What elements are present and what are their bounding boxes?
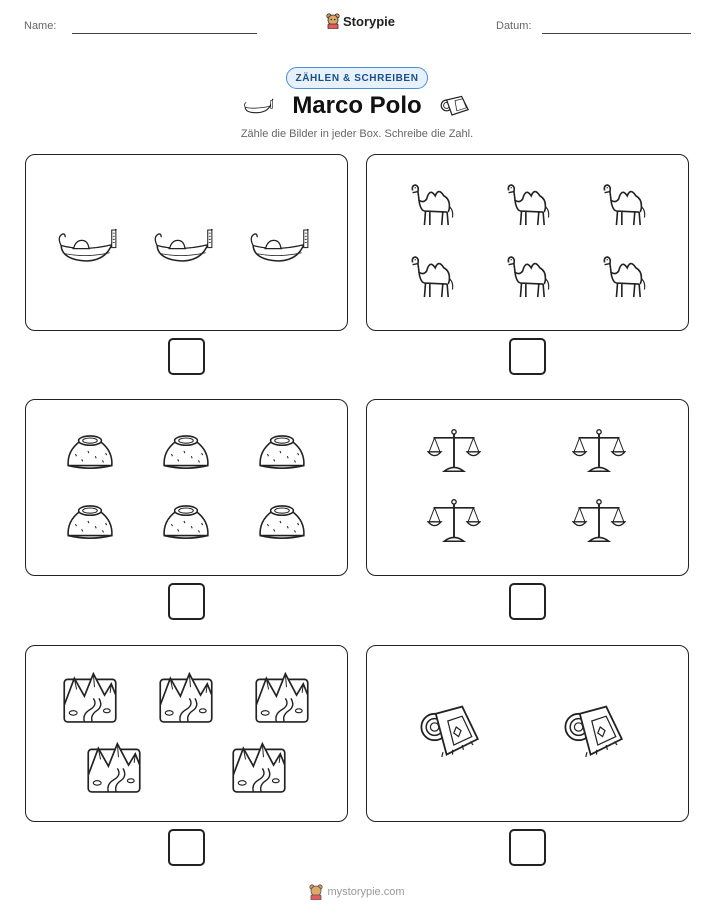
- count-panel-volcanoes: [25, 399, 348, 576]
- volcano-icon: [256, 500, 308, 542]
- bear-mascot-icon: [326, 13, 340, 29]
- camel-icon: [405, 179, 459, 229]
- bear-mascot-icon: [309, 884, 323, 900]
- camel-icon: [405, 251, 459, 301]
- answer-box-volcanoes[interactable]: [168, 583, 205, 620]
- answer-box-camels[interactable]: [509, 338, 546, 375]
- gondola-icon: [154, 220, 216, 270]
- date-label: Datum:: [496, 20, 532, 32]
- count-panel-camels: [366, 154, 689, 331]
- brand-logo: [326, 13, 395, 29]
- mountains-icon: [231, 740, 287, 794]
- gondola-icon: [58, 220, 120, 270]
- count-panel-carpets: [366, 645, 689, 822]
- count-panel-gondolas: [25, 154, 348, 331]
- scale-icon: [427, 498, 481, 544]
- gondola-icon: [250, 220, 312, 270]
- camel-icon: [501, 179, 555, 229]
- brand-name: Storypie: [343, 13, 396, 29]
- carpet-icon: [440, 94, 470, 118]
- instructions: Zähle die Bilder in jeder Box. Schreibe die Zahl.: [240, 128, 474, 140]
- camel-icon: [597, 251, 651, 301]
- count-panel-scales: [366, 399, 689, 576]
- page-title: Marco Polo: [292, 92, 422, 119]
- mountains-icon: [158, 670, 214, 724]
- camel-icon: [597, 179, 651, 229]
- answer-box-gondolas[interactable]: [168, 338, 205, 375]
- carpet-icon: [419, 703, 479, 763]
- volcano-icon: [160, 430, 212, 472]
- footer-url: mystorypie.com: [327, 886, 405, 898]
- scale-icon: [572, 498, 626, 544]
- answer-box-mountains[interactable]: [168, 829, 205, 866]
- camel-icon: [501, 251, 555, 301]
- count-panel-mountains: [25, 645, 348, 822]
- volcano-icon: [64, 500, 116, 542]
- scale-icon: [427, 428, 481, 474]
- volcano-icon: [160, 500, 212, 542]
- name-label: Name:: [24, 20, 57, 32]
- date-line[interactable]: [542, 33, 691, 34]
- name-line[interactable]: [72, 33, 257, 34]
- mountains-icon: [62, 670, 118, 724]
- answer-box-scales[interactable]: [509, 583, 546, 620]
- answer-box-carpets[interactable]: [509, 829, 546, 866]
- carpet-icon: [563, 703, 623, 763]
- volcano-icon: [64, 430, 116, 472]
- scale-icon: [572, 428, 626, 474]
- mountains-icon: [86, 740, 142, 794]
- volcano-icon: [256, 430, 308, 472]
- footer: [0, 884, 714, 900]
- category-badge: ZÄHLEN & SCHREIBEN: [286, 67, 428, 89]
- mountains-icon: [254, 670, 310, 724]
